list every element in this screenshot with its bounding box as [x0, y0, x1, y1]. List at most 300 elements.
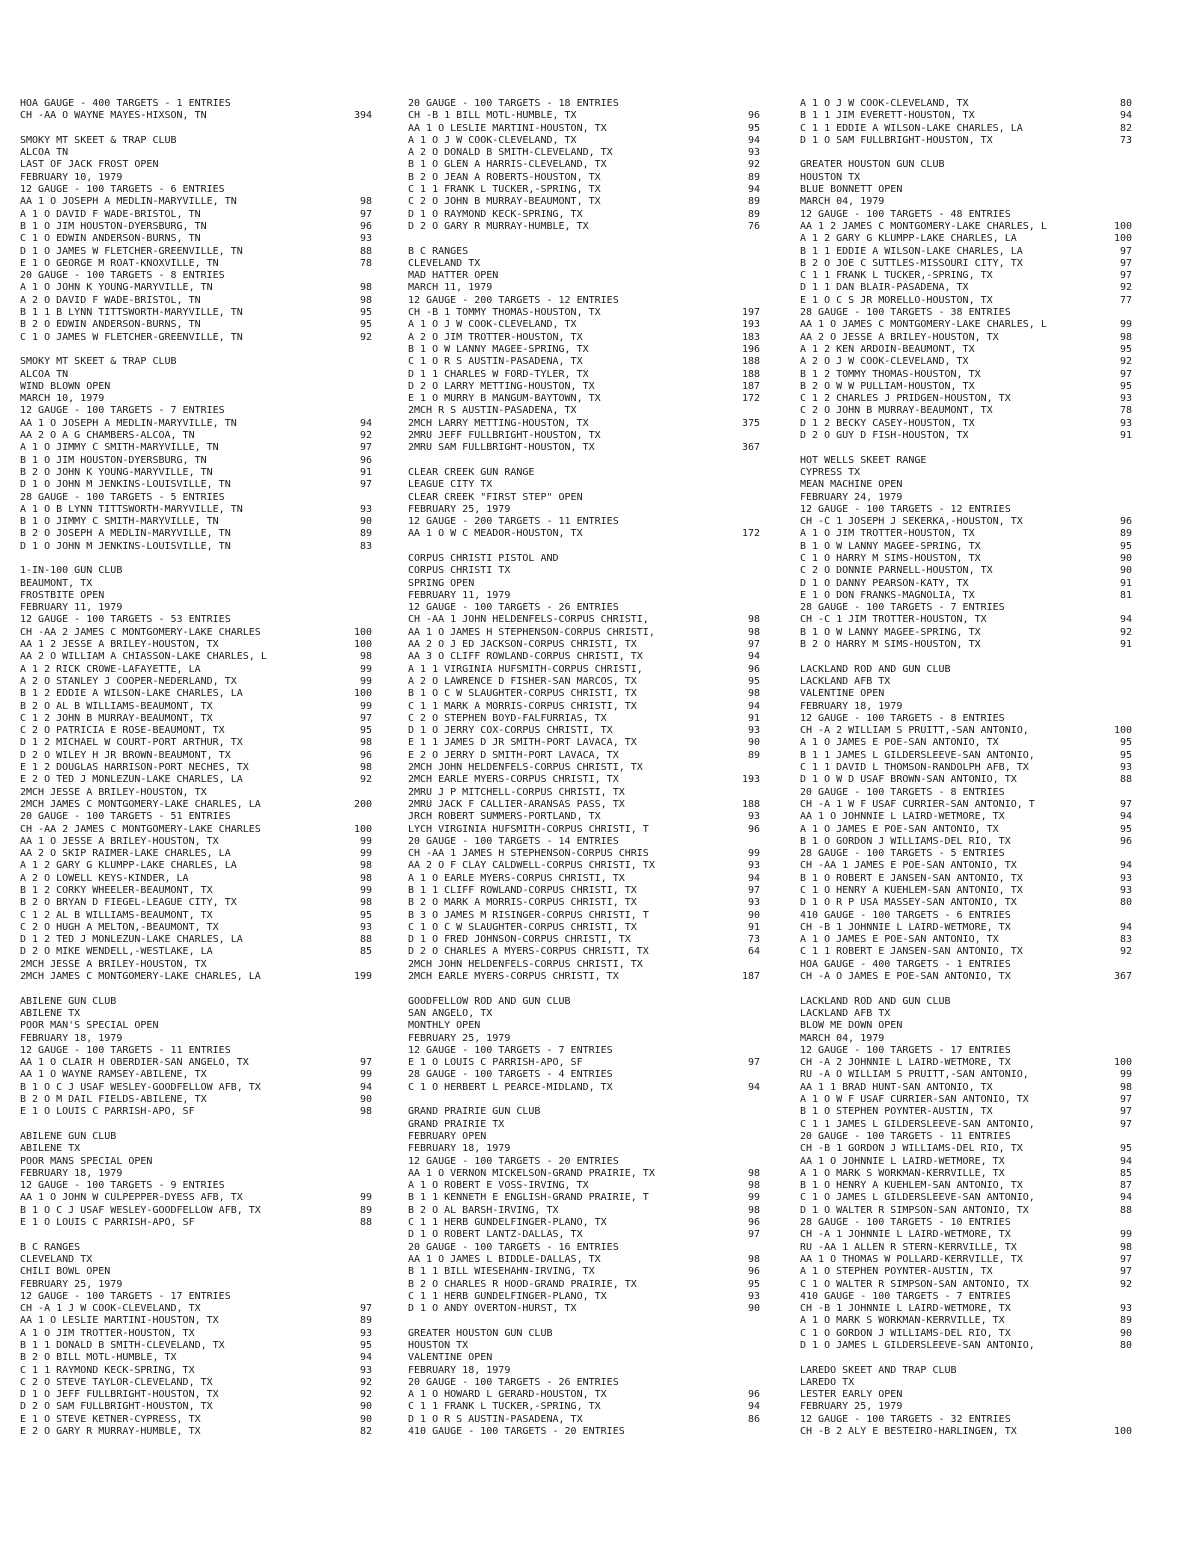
- line-text: AA 1 O JOHN W CULPEPPER-DYESS AFB, TX: [20, 1192, 243, 1204]
- line-text: ABILENE TX: [20, 1007, 81, 1019]
- score: 96: [747, 663, 760, 675]
- line-text: B 1 O W LANNY MAGEE-SPRING, TX: [800, 626, 981, 638]
- line-text: C 1 O HERBERT L PEARCE-MIDLAND, TX: [408, 1081, 613, 1093]
- line-text: 20 GAUGE - 100 TARGETS - 51 ENTRIES: [20, 811, 231, 823]
- score: 88: [359, 245, 372, 257]
- line-text: AA 1 O CLAIR H OBERDIER-SAN ANGELO, TX: [20, 1057, 249, 1069]
- result-line: [408, 762, 760, 774]
- result-line: [800, 934, 1132, 946]
- result-line: [800, 209, 1132, 221]
- result-line: [20, 910, 372, 922]
- line-text: 28 GAUGE - 100 TARGETS - 5 ENTRIES: [800, 848, 1005, 860]
- result-line: [800, 98, 1132, 110]
- result-line: [408, 1069, 760, 1081]
- line-text: E 2 O TED J MONLEZUN-LAKE CHARLES, LA: [20, 774, 243, 786]
- score: 92: [359, 1376, 372, 1388]
- line-text: A 1 O JAMES E POE-SAN ANTONIO, TX: [800, 934, 999, 946]
- result-line: [20, 1106, 372, 1118]
- line-text: 12 GAUGE - 100 TARGETS - 26 ENTRIES: [408, 602, 619, 614]
- line-text: AA 1 2 JESSE A BRILEY-HOUSTON, TX: [20, 639, 219, 651]
- line-text: A 1 O J W COOK-CLEVELAND, TX: [408, 134, 577, 146]
- result-line: [800, 541, 1132, 553]
- line-text: B 1 O W LANNY MAGEE-SPRING, TX: [800, 540, 981, 552]
- result-line: [408, 565, 760, 577]
- line-text: FEBRUARY 25, 1979: [408, 1032, 511, 1044]
- line-text: CH -AA 2 JAMES C MONTGOMERY-LAKE CHARLES: [20, 626, 261, 638]
- result-line: [800, 528, 1132, 540]
- line-text: 12 GAUGE - 100 TARGETS - 8 ENTRIES: [800, 712, 1005, 724]
- result-line: [408, 811, 760, 823]
- score: 93: [1119, 393, 1132, 405]
- result-line: [408, 1229, 760, 1241]
- line-text: C 1 2 JOHN B MURRAY-BEAUMONT, TX: [20, 712, 213, 724]
- line-text: A 1 O MARK S WORKMAN-KERRVILLE, TX: [800, 1315, 1005, 1327]
- result-line: [20, 873, 372, 885]
- result-line: [408, 319, 760, 331]
- score: 89: [1119, 528, 1132, 540]
- result-line: [800, 651, 1132, 663]
- result-line: [408, 664, 760, 676]
- line-text: C 1 O HARRY M SIMS-HOUSTON, TX: [800, 552, 981, 564]
- line-text: CYPRESS TX: [800, 466, 861, 478]
- score: 90: [359, 1094, 372, 1106]
- line-text: E 1 O LOUIS C PARRISH-APO, SF: [20, 1106, 195, 1118]
- line-text: B 2 O JEAN A ROBERTS-HOUSTON, TX: [408, 171, 601, 183]
- line-text: 12 GAUGE - 100 TARGETS - 32 ENTRIES: [800, 1413, 1011, 1425]
- score: 100: [353, 626, 372, 638]
- line-text: C 1 O EDWIN ANDERSON-BURNS, TN: [20, 233, 201, 245]
- line-text: B 1 O GLEN A HARRIS-CLEVELAND, TX: [408, 159, 607, 171]
- score: 89: [359, 1204, 372, 1216]
- result-line: [20, 479, 372, 491]
- result-line: [20, 934, 372, 946]
- score: 96: [359, 220, 372, 232]
- score: 93: [359, 503, 372, 515]
- line-text: AA 1 O LESLIE MARTINI-HOUSTON, TX: [20, 1315, 219, 1327]
- line-text: D 1 2 BECKY CASEY-HOUSTON, TX: [800, 417, 975, 429]
- result-line: [800, 1315, 1132, 1327]
- score: 89: [747, 171, 760, 183]
- result-line: [800, 1414, 1132, 1426]
- score: 98: [359, 860, 372, 872]
- result-line: [800, 971, 1132, 983]
- score: 91: [747, 921, 760, 933]
- score: 99: [359, 848, 372, 860]
- line-text: C 2 O STEPHEN BOYD-FALFURRIAS, TX: [408, 712, 607, 724]
- result-line: [800, 479, 1132, 491]
- line-text: CH -B 1 JOHNNIE L LAIRD-WETMORE, TX: [800, 1303, 1011, 1315]
- line-text: HOA GAUGE - 400 TARGETS - 1 ENTRIES: [800, 958, 1011, 970]
- result-line: [408, 98, 760, 110]
- result-line: [20, 664, 372, 676]
- result-line: [800, 811, 1132, 823]
- result-line: [408, 1131, 760, 1143]
- line-text: 410 GAUGE - 100 TARGETS - 20 ENTRIES: [408, 1426, 625, 1438]
- line-text: CH -AA 2 JAMES C MONTGOMERY-LAKE CHARLES: [20, 823, 261, 835]
- line-text: E 1 O MURRY B MANGUM-BAYTOWN, TX: [408, 393, 601, 405]
- line-text: 2MCH LARRY METTING-HOUSTON, TX: [408, 417, 589, 429]
- line-text: B 1 O C J USAF WESLEY-GOODFELLOW AFB, TX: [20, 1204, 261, 1216]
- line-text: LACKLAND ROD AND GUN CLUB: [800, 995, 951, 1007]
- result-line: [800, 848, 1132, 860]
- score: 92: [359, 430, 372, 442]
- result-line: [20, 282, 372, 294]
- score: 92: [747, 159, 760, 171]
- line-text: 20 GAUGE - 100 TARGETS - 18 ENTRIES: [408, 98, 619, 109]
- result-line: [800, 1069, 1132, 1081]
- result-line: [20, 430, 372, 442]
- line-text: A 2 O DAVID F WADE-BRISTOL, TN: [20, 294, 201, 306]
- result-line: [20, 319, 372, 331]
- score: 97: [1119, 1253, 1132, 1265]
- result-line: [20, 946, 372, 958]
- result-line: [408, 860, 760, 872]
- result-line: [20, 1242, 372, 1254]
- result-line: [800, 123, 1132, 135]
- line-text: 12 GAUGE - 100 TARGETS - 17 ENTRIES: [800, 1044, 1011, 1056]
- line-text: D 2 O GUY D FISH-HOUSTON, TX: [800, 430, 969, 442]
- result-line: [800, 553, 1132, 565]
- line-text: AA 1 1 BRAD HUNT-SAN ANTONIO, TX: [800, 1081, 993, 1093]
- score: 90: [359, 1413, 372, 1425]
- result-line: [408, 1266, 760, 1278]
- result-line: [20, 651, 372, 663]
- score: 394: [353, 110, 372, 122]
- line-text: C 1 1 FRANK L TUCKER,-SPRING, TX: [408, 184, 601, 196]
- result-line: [20, 1229, 372, 1241]
- score: 97: [359, 479, 372, 491]
- result-line: [408, 639, 760, 651]
- result-line: [408, 959, 760, 971]
- score: 97: [747, 1229, 760, 1241]
- result-line: [408, 824, 760, 836]
- result-line: [408, 1414, 760, 1426]
- line-text: D 2 O CHARLES A MYERS-CORPUS CHRISTI, TX: [408, 946, 649, 958]
- score: 96: [1119, 835, 1132, 847]
- result-line: [408, 295, 760, 307]
- result-line: [800, 467, 1132, 479]
- score: 86: [747, 1413, 760, 1425]
- line-text: 2MCH JAMES C MONTGOMERY-LAKE CHARLES, LA: [20, 798, 261, 810]
- line-text: D 1 1 CHARLES W FORD-TYLER, TX: [408, 368, 589, 380]
- result-line: [20, 787, 372, 799]
- score: 91: [1119, 639, 1132, 651]
- score: 81: [1119, 589, 1132, 601]
- result-line: [800, 1045, 1132, 1057]
- line-text: CHILI BOWL OPEN: [20, 1266, 111, 1278]
- result-line: [800, 897, 1132, 909]
- score: 100: [1113, 220, 1132, 232]
- line-text: WIND BLOWN OPEN: [20, 380, 111, 392]
- score: 89: [1119, 1315, 1132, 1327]
- result-line: [800, 393, 1132, 405]
- score: 95: [1119, 380, 1132, 392]
- result-line: [800, 1168, 1132, 1180]
- result-line: [20, 184, 372, 196]
- result-line: [408, 1119, 760, 1131]
- line-text: D 1 O JEFF FULLBRIGHT-HOUSTON, TX: [20, 1389, 219, 1401]
- score: 97: [359, 442, 372, 454]
- line-text: MARCH 04, 1979: [800, 196, 885, 208]
- line-text: D 2 O MIKE WENDELL,-WESTLAKE, LA: [20, 946, 213, 958]
- score: 98: [1119, 331, 1132, 343]
- result-line: [800, 627, 1132, 639]
- line-text: MARCH 11, 1979: [408, 282, 493, 294]
- score: 94: [1119, 110, 1132, 122]
- result-line: [800, 910, 1132, 922]
- score: 80: [1119, 98, 1132, 109]
- line-text: B 2 O HARRY M SIMS-HOUSTON, TX: [800, 639, 981, 651]
- line-text: AA 1 O LESLIE MARTINI-HOUSTON, TX: [408, 122, 607, 134]
- line-text: LESTER EARLY OPEN: [800, 1389, 903, 1401]
- result-line: [800, 787, 1132, 799]
- line-text: B 1 O GORDON J WILLIAMS-DEL RIO, TX: [800, 835, 1011, 847]
- score: 200: [353, 798, 372, 810]
- result-line: [800, 196, 1132, 208]
- result-line: [800, 873, 1132, 885]
- score: 73: [747, 934, 760, 946]
- score: 95: [359, 909, 372, 921]
- line-text: 28 GAUGE - 100 TARGETS - 5 ENTRIES: [20, 491, 225, 503]
- result-line: [800, 578, 1132, 590]
- score: 193: [741, 319, 760, 331]
- result-line: [20, 762, 372, 774]
- result-line: [20, 1156, 372, 1168]
- result-line: [800, 701, 1132, 713]
- line-text: C 1 1 MARK A MORRIS-CORPUS CHRISTI, TX: [408, 700, 637, 712]
- score: 94: [359, 417, 372, 429]
- line-text: GRAND PRAIRIE GUN CLUB: [408, 1106, 541, 1118]
- result-line: [20, 1069, 372, 1081]
- line-text: B 1 O JIMMY C SMITH-MARYVILLE, TN: [20, 516, 219, 528]
- result-line: [408, 873, 760, 885]
- result-line: [408, 725, 760, 737]
- line-text: D 2 O LARRY METTING-HOUSTON, TX: [408, 380, 595, 392]
- line-text: AA 3 O CLIFF ROWLAND-CORPUS CHRISTI, TX: [408, 651, 643, 663]
- score: 97: [1119, 1118, 1132, 1130]
- line-text: FEBRUARY 11, 1979: [408, 589, 511, 601]
- line-text: FEBRUARY 25, 1979: [800, 1401, 903, 1413]
- line-text: A 1 O ROBERT E VOSS-IRVING, TX: [408, 1180, 589, 1192]
- line-text: CLEAR CREEK GUN RANGE: [408, 466, 535, 478]
- score: 98: [747, 688, 760, 700]
- result-line: [20, 848, 372, 860]
- score: 95: [1119, 1143, 1132, 1155]
- score: 100: [353, 688, 372, 700]
- line-text: AA 2 O SKIP RAIMER-LAKE CHARLES, LA: [20, 848, 231, 860]
- result-line: [408, 614, 760, 626]
- score: 99: [359, 1069, 372, 1081]
- line-text: B 1 1 CLIFF ROWLAND-CORPUS CHRISTI, TX: [408, 885, 637, 896]
- score: 93: [1119, 872, 1132, 884]
- result-line: [20, 516, 372, 528]
- score: 78: [359, 257, 372, 269]
- line-text: B 1 O JIM HOUSTON-DYERSBURG, TN: [20, 220, 207, 232]
- score: 94: [747, 872, 760, 884]
- result-line: [800, 836, 1132, 848]
- line-text: GOODFELLOW ROD AND GUN CLUB: [408, 995, 571, 1007]
- score: 96: [359, 749, 372, 761]
- score: 85: [359, 946, 372, 958]
- result-line: [408, 737, 760, 749]
- result-line: [20, 1389, 372, 1401]
- score: 96: [1119, 516, 1132, 528]
- result-line: [20, 1119, 372, 1131]
- line-text: 2MRU SAM FULLBRIGHT-HOUSTON, TX: [408, 442, 595, 454]
- line-text: 12 GAUGE - 100 TARGETS - 12 ENTRIES: [800, 503, 1011, 515]
- result-line: [408, 701, 760, 713]
- line-text: CH -A 2 JOHNNIE L LAIRD-WETMORE, TX: [800, 1057, 1011, 1069]
- result-line: [20, 639, 372, 651]
- result-line: [408, 774, 760, 786]
- result-line: [20, 159, 372, 171]
- line-text: B C RANGES: [20, 1241, 81, 1253]
- score: 83: [359, 540, 372, 552]
- result-line: [800, 381, 1132, 393]
- score: 97: [747, 1057, 760, 1069]
- score: 85: [1119, 1167, 1132, 1179]
- score: 78: [1119, 405, 1132, 417]
- result-line: [20, 1217, 372, 1229]
- score: 97: [747, 639, 760, 651]
- line-text: HOUSTON TX: [800, 171, 861, 183]
- result-line: [800, 1192, 1132, 1204]
- result-line: [20, 504, 372, 516]
- line-text: B 2 O JOHN K YOUNG-MARYVILLE, TN: [20, 466, 213, 478]
- line-text: B 2 O MARK A MORRIS-CORPUS CHRISTI, TX: [408, 897, 637, 909]
- line-text: 12 GAUGE - 100 TARGETS - 53 ENTRIES: [20, 614, 231, 626]
- result-line: [800, 1106, 1132, 1118]
- line-text: C 1 1 HERB GUNDELFINGER-PLANO, TX: [408, 1290, 607, 1302]
- result-line: [408, 369, 760, 381]
- result-line: [408, 209, 760, 221]
- line-text: C 1 1 FRANK L TUCKER,-SPRING, TX: [408, 1401, 601, 1413]
- line-text: AA 1 O JAMES H STEPHENSON-CORPUS CHRISTI,: [408, 626, 655, 638]
- score: 90: [747, 737, 760, 749]
- line-text: AA 1 O WAYNE RAMSEY-ABILENE, TX: [20, 1069, 207, 1081]
- line-text: CH -A 1 J W COOK-CLEVELAND, TX: [20, 1303, 201, 1315]
- result-line: [20, 553, 372, 565]
- result-line: [408, 442, 760, 454]
- line-text: HOT WELLS SKEET RANGE: [800, 454, 927, 466]
- result-line: [20, 578, 372, 590]
- line-text: D 1 O ROBERT LANTZ-DALLAS, TX: [408, 1229, 583, 1241]
- result-line: [408, 1365, 760, 1377]
- line-text: A 1 O HOWARD L GERARD-HOUSTON, TX: [408, 1389, 607, 1401]
- result-line: [800, 319, 1132, 331]
- line-text: C 1 1 RAYMOND KECK-SPRING, TX: [20, 1364, 195, 1376]
- result-line: [800, 110, 1132, 122]
- line-text: E 1 O STEVE KETNER-CYPRESS, TX: [20, 1413, 201, 1425]
- score: 99: [359, 835, 372, 847]
- result-line: [20, 405, 372, 417]
- result-line: [800, 492, 1132, 504]
- line-text: 2MCH EARLE MYERS-CORPUS CHRISTI, TX: [408, 774, 619, 786]
- result-line: [408, 467, 760, 479]
- result-line: [20, 897, 372, 909]
- score: 95: [1119, 749, 1132, 761]
- result-line: [408, 135, 760, 147]
- score: 93: [747, 725, 760, 737]
- line-text: ABILENE GUN CLUB: [20, 1130, 117, 1142]
- line-text: FEBRUARY 18, 1979: [20, 1167, 123, 1179]
- result-line: [20, 799, 372, 811]
- result-line: [408, 405, 760, 417]
- score: 96: [747, 1217, 760, 1229]
- line-text: CH -B 1 JOHNNIE L LAIRD-WETMORE, TX: [800, 921, 1011, 933]
- result-line: [800, 258, 1132, 270]
- line-text: 2MRU JEFF FULLBRIGHT-HOUSTON, TX: [408, 430, 601, 442]
- score: 172: [741, 528, 760, 540]
- line-text: A 1 O B LYNN TITTSWORTH-MARYVILLE, TN: [20, 503, 243, 515]
- result-line: [20, 565, 372, 577]
- result-line: [408, 1340, 760, 1352]
- line-text: AA 2 O A G CHAMBERS-ALCOA, TN: [20, 430, 195, 442]
- result-line: [408, 946, 760, 958]
- line-text: D 2 O WILEY H JR BROWN-BEAUMONT, TX: [20, 749, 231, 761]
- line-text: A 1 O J W COOK-CLEVELAND, TX: [800, 98, 969, 109]
- line-text: 20 GAUGE - 100 TARGETS - 11 ENTRIES: [800, 1130, 1011, 1142]
- score: 89: [359, 528, 372, 540]
- result-line: [800, 860, 1132, 872]
- result-line: [20, 98, 372, 110]
- result-line: [800, 1352, 1132, 1364]
- line-text: AA 1 O W C MEADOR-HOUSTON, TX: [408, 528, 583, 540]
- result-line: [408, 1426, 760, 1438]
- score: 89: [747, 196, 760, 208]
- score: 97: [1119, 798, 1132, 810]
- line-text: A 2 O LAWRENCE D FISHER-SAN MARCOS, TX: [408, 675, 637, 687]
- score: 92: [1119, 282, 1132, 294]
- line-text: CH -A 1 W F USAF CURRIER-SAN ANTONIO, T: [800, 798, 1035, 810]
- result-line: [800, 614, 1132, 626]
- result-line: [800, 664, 1132, 676]
- result-line: [20, 774, 372, 786]
- result-line: [20, 233, 372, 245]
- result-line: [20, 1192, 372, 1204]
- result-line: [20, 1401, 372, 1413]
- result-line: [408, 516, 760, 528]
- line-text: 20 GAUGE - 100 TARGETS - 16 ENTRIES: [408, 1241, 619, 1253]
- line-text: C 1 1 FRANK L TUCKER,-SPRING, TX: [800, 270, 993, 282]
- score: 88: [359, 1217, 372, 1229]
- score: 97: [1119, 1106, 1132, 1118]
- result-line: [800, 344, 1132, 356]
- score: 97: [359, 1057, 372, 1069]
- line-text: A 1 2 GARY G KLUMPP-LAKE CHARLES, LA: [800, 233, 1017, 245]
- result-line: [20, 811, 372, 823]
- score: 95: [1119, 343, 1132, 355]
- result-line: [408, 492, 760, 504]
- line-text: D 1 O SAM FULLBRIGHT-HOUSTON, TX: [800, 134, 993, 146]
- result-line: [408, 233, 760, 245]
- score: 98: [359, 294, 372, 306]
- line-text: 12 GAUGE - 100 TARGETS - 9 ENTRIES: [20, 1180, 225, 1192]
- line-text: LAREDO SKEET AND TRAP CLUB: [800, 1364, 957, 1376]
- line-text: 2MCH JAMES C MONTGOMERY-LAKE CHARLES, LA: [20, 971, 261, 983]
- line-text: B 1 O STEPHEN POYNTER-AUSTIN, TX: [800, 1106, 993, 1118]
- line-text: D 2 O SAM FULLBRIGHT-HOUSTON, TX: [20, 1401, 213, 1413]
- line-text: B 1 O ROBERT E JANSEN-SAN ANTONIO, TX: [800, 872, 1023, 884]
- line-text: AA 1 O JOHNNIE L LAIRD-WETMORE, TX: [800, 811, 1005, 823]
- line-text: CORPUS CHRISTI PISTOL AND: [408, 552, 559, 564]
- result-line: [408, 602, 760, 614]
- line-text: D 1 O RAYMOND KECK-SPRING, TX: [408, 208, 583, 220]
- line-text: 12 GAUGE - 100 TARGETS - 11 ENTRIES: [20, 1044, 231, 1056]
- score: 94: [747, 1081, 760, 1093]
- result-line: [800, 725, 1132, 737]
- result-line: [408, 123, 760, 135]
